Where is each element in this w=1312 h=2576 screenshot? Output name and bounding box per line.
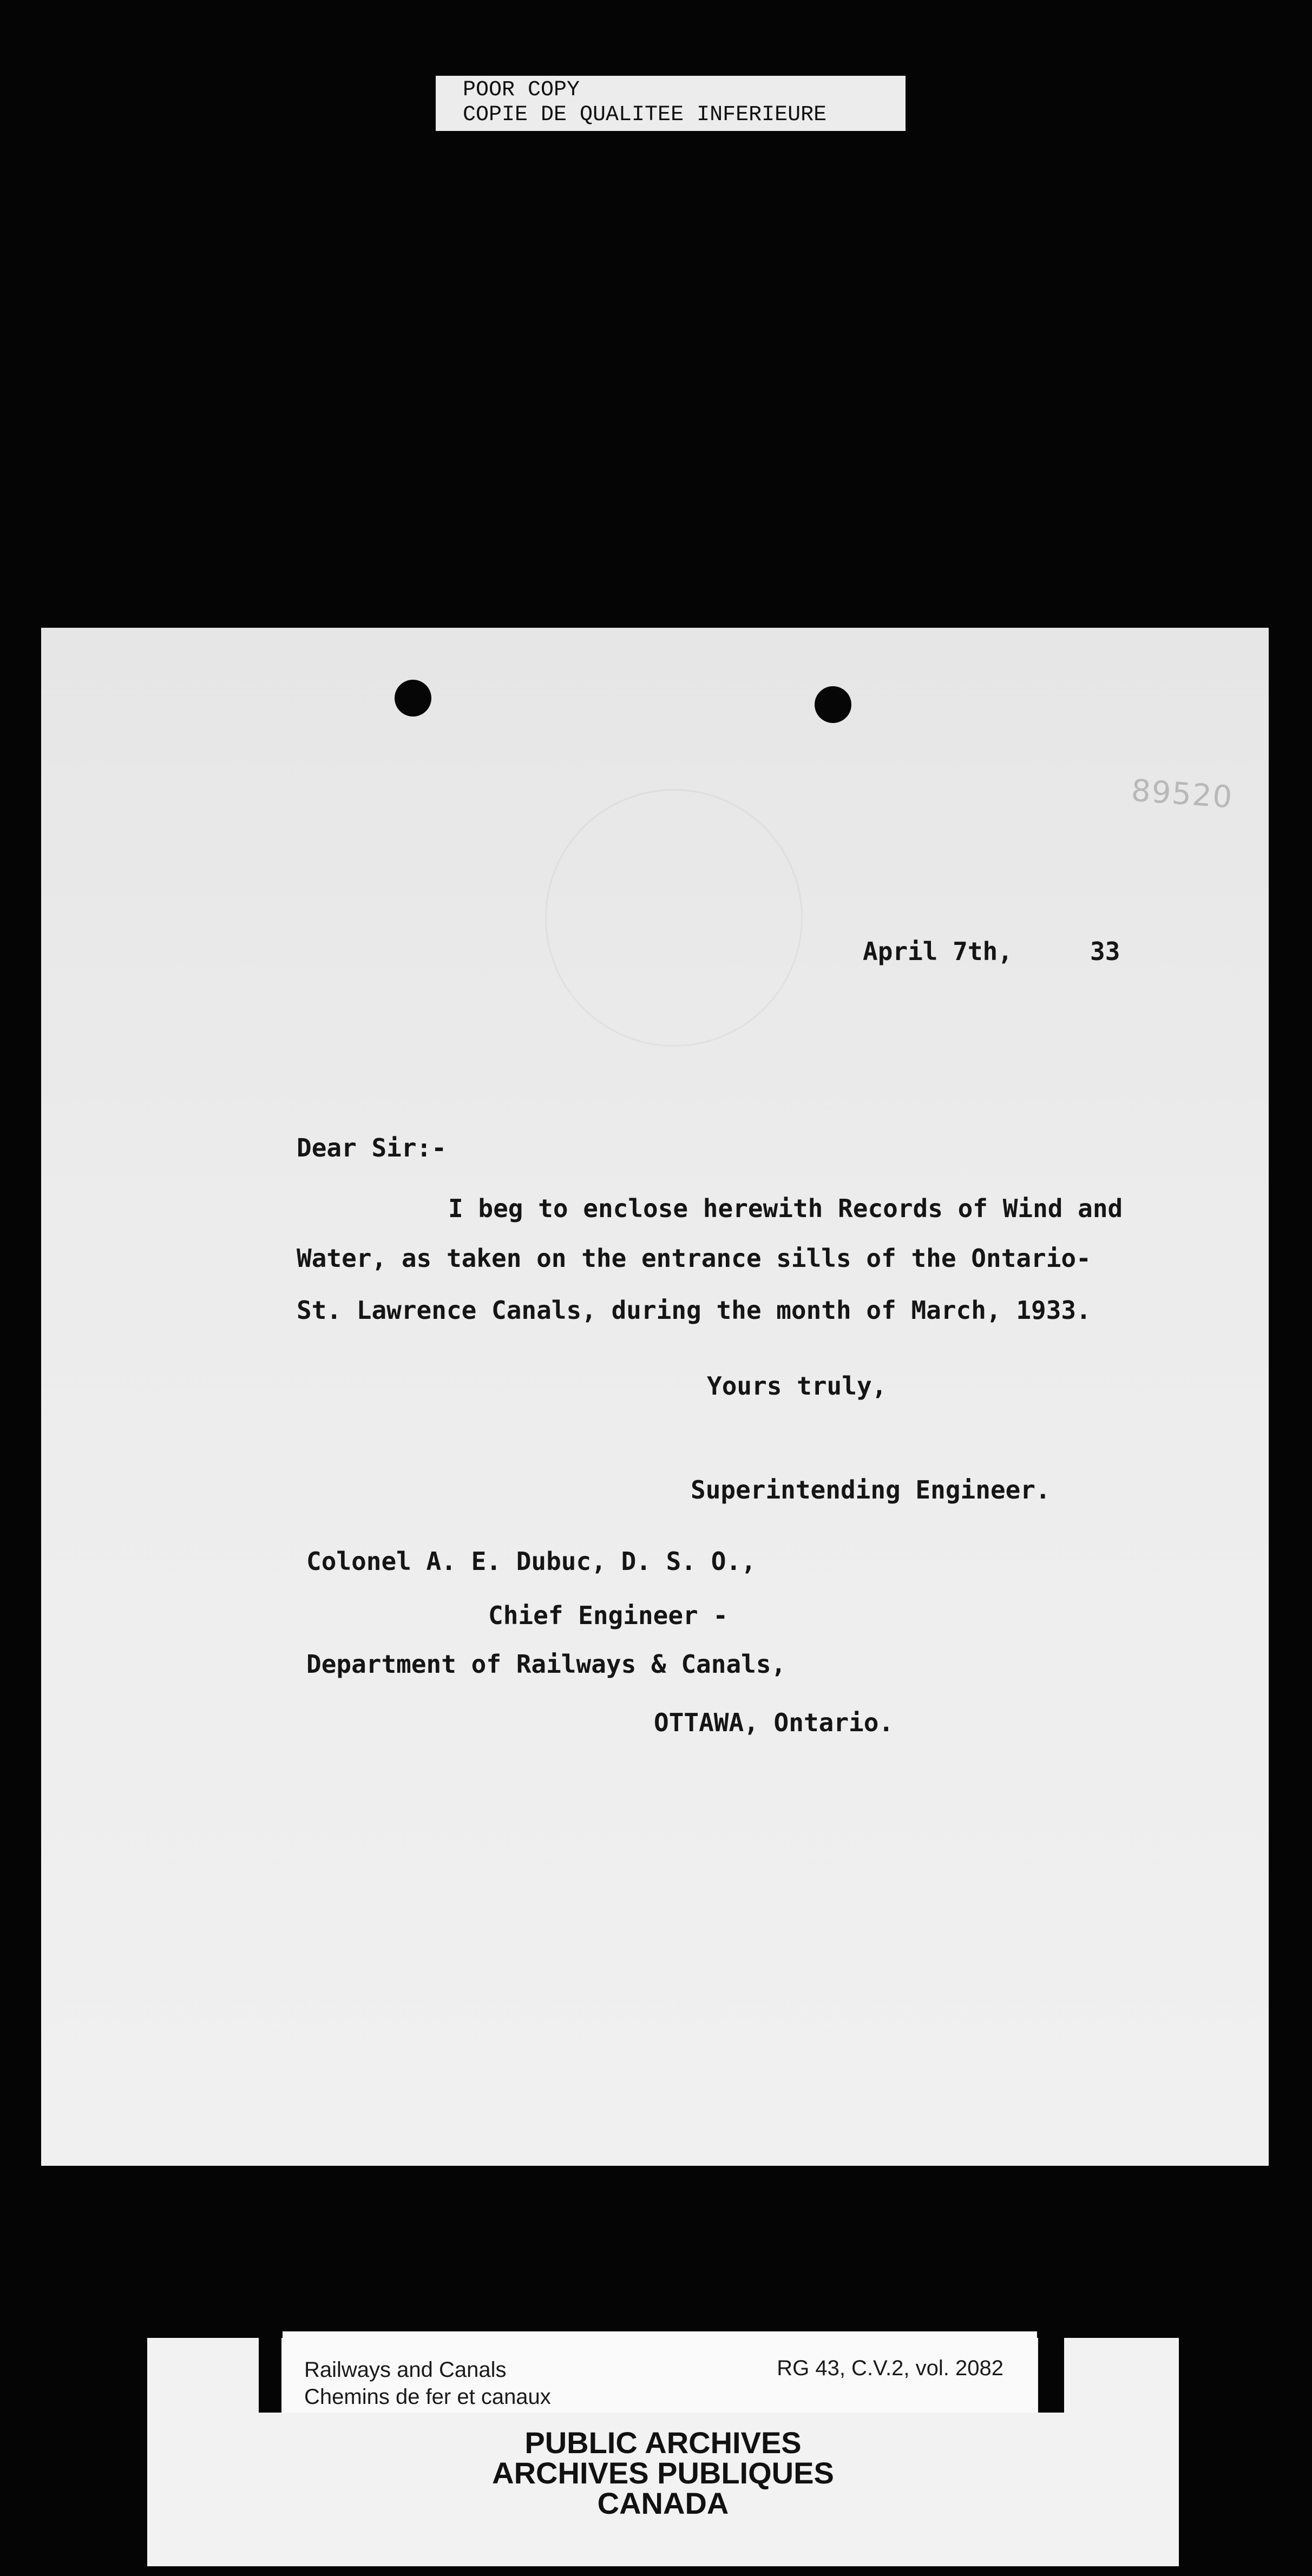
archive-card-edge-right xyxy=(1038,2331,1064,2413)
letter-date: April 7th, xyxy=(863,937,1013,966)
punch-hole-right xyxy=(815,686,851,723)
body-line-1: I beg to enclose herewith Records of Wind and xyxy=(448,1194,1123,1223)
addressee-title: Chief Engineer - xyxy=(488,1601,729,1630)
body-line-2: Water, as taken on the entrance sills of the Ontario- xyxy=(297,1244,1091,1273)
closing: Yours truly, xyxy=(707,1371,887,1401)
body-line-3: St. Lawrence Canals, during the month of March, 1933. xyxy=(297,1296,1091,1325)
file-number: 89520 xyxy=(1130,773,1235,816)
faint-stamp-impression xyxy=(545,789,803,1047)
archives-name-en: PUBLIC ARCHIVES xyxy=(524,2426,802,2460)
archives-name-country: CANADA xyxy=(597,2486,729,2520)
addressee-city: OTTAWA, Ontario. xyxy=(654,1708,894,1737)
punch-hole-left xyxy=(395,680,431,717)
addressee-name: Colonel A. E. Dubuc, D. S. O., xyxy=(306,1547,756,1576)
archive-subject-en: Railways and Canals xyxy=(304,2358,507,2382)
poor-copy-line-fr: COPIE DE QUALITEE INFERIEURE xyxy=(463,103,827,127)
archive-subject xyxy=(304,2356,551,2410)
poor-copy-notice xyxy=(436,76,906,131)
letter-year: 33 xyxy=(1090,937,1120,966)
archive-subject-fr: Chemins de fer et canaux xyxy=(304,2385,551,2409)
salutation: Dear Sir:- xyxy=(297,1133,447,1162)
archive-reference-number: RG 43, C.V.2, vol. 2082 xyxy=(777,2356,1003,2380)
archives-name xyxy=(147,2428,1179,2519)
archive-card-edge-left xyxy=(259,2331,281,2413)
archives-name-fr: ARCHIVES PUBLIQUES xyxy=(492,2456,834,2490)
archive-reference-label xyxy=(283,2331,1037,2413)
signature-title: Superintending Engineer. xyxy=(691,1475,1051,1504)
addressee-department: Department of Railways & Canals, xyxy=(306,1650,786,1679)
poor-copy-line-en: POOR COPY xyxy=(463,78,580,102)
